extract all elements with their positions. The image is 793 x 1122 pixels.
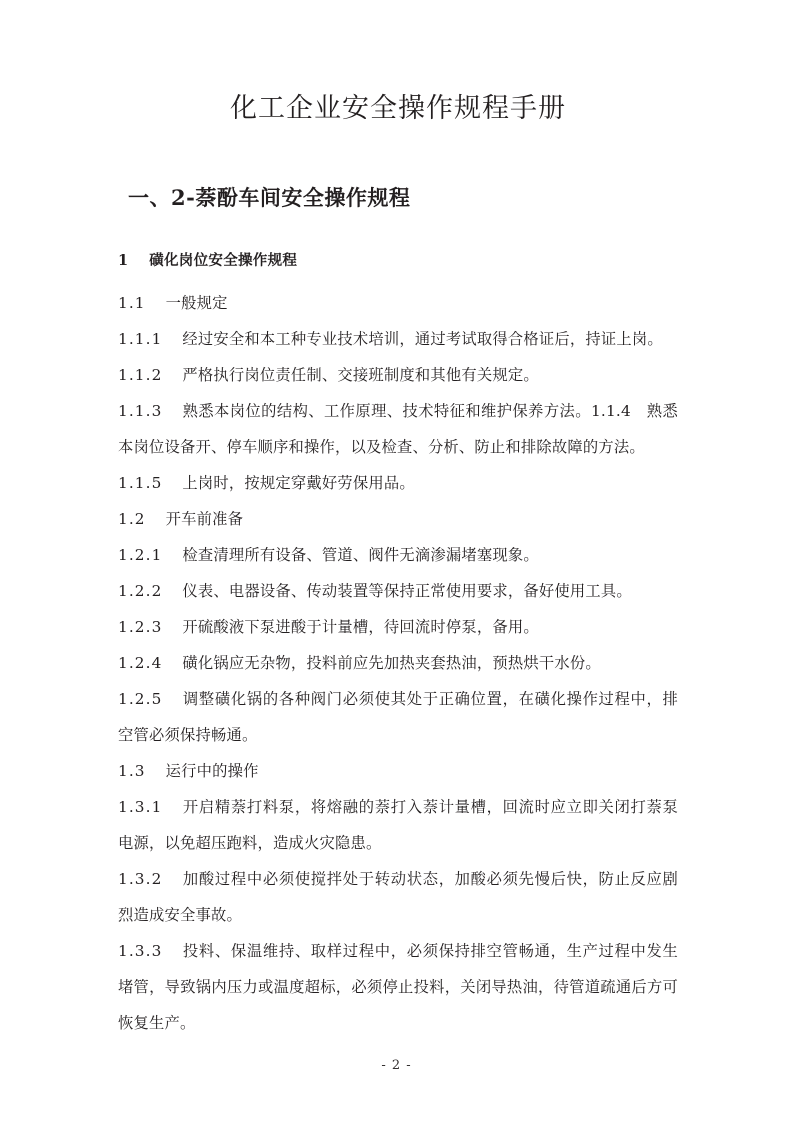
subsection-title — [118, 285, 678, 321]
clause-paragraph — [118, 537, 678, 573]
clause-paragraph — [118, 357, 678, 393]
subsection-title — [118, 753, 678, 789]
clause-number: 1.2.1 — [118, 546, 163, 565]
clause-number: 1.3.3 — [118, 942, 163, 961]
clause-text: 磺化锅应无杂物，投料前应先加热夹套热油，预热烘干水份。 — [182, 654, 601, 673]
clause-number: 1.1.3 — [118, 402, 163, 421]
clause-paragraph — [118, 609, 678, 645]
clause-text: 熟悉本岗位的结构、工作原理、技术特征和维护保养方法。1.1.4 熟悉本岗位设备开、停车顺序和操作，以及检查、分析、防止和排除故障的方法。 — [118, 402, 678, 457]
clause-text: 上岗时，按规定穿戴好劳保用品。 — [182, 474, 415, 493]
subsection-number: 1.3 — [118, 762, 146, 781]
clause-number: 1.1.2 — [118, 366, 163, 385]
clause-number: 1.1.1 — [118, 330, 163, 349]
subsection-title — [118, 501, 678, 537]
clause-text: 仪表、电器设备、传动装置等保持正常使用要求，备好使用工具。 — [182, 582, 632, 601]
clause-number: 1.2.3 — [118, 618, 163, 637]
page-content — [118, 0, 678, 1041]
clause-text: 检查清理所有设备、管道、阀件无滴渗漏堵塞现象。 — [182, 546, 539, 565]
clause-paragraph — [118, 933, 678, 1041]
clause-text: 开硫酸液下泵进酸于计量槽，待回流时停泵，备用。 — [182, 618, 539, 637]
clause-text: 调整磺化锅的各种阀门必须使其处于正确位置，在磺化操作过程中，排空管必须保持畅通。 — [118, 690, 678, 745]
clause-paragraph — [118, 861, 678, 933]
clause-paragraph — [118, 681, 678, 753]
clause-number: 1.3.1 — [118, 798, 163, 817]
clause-number: 1.2.2 — [118, 582, 163, 601]
subsection-number: 1.2 — [118, 510, 146, 529]
clause-number: 1.3.2 — [118, 870, 163, 889]
document-title: 化工企业安全操作规程手册 — [230, 93, 566, 124]
clause-paragraph — [118, 465, 678, 501]
subsection-number: 1.1 — [118, 294, 146, 313]
section-heading: 一、2-萘酚车间安全操作规程 — [128, 185, 411, 211]
clause-number: 1.2.5 — [118, 690, 163, 709]
clause-text: 经过安全和本工种专业技术培训，通过考试取得合格证后，持证上岗。 — [182, 330, 663, 349]
clause-paragraph — [118, 321, 678, 357]
clause-number: 1.1.5 — [118, 474, 163, 493]
clause-text: 加酸过程中必须使搅拌处于转动状态，加酸必须先慢后快，防止反应剧烈造成安全事故。 — [118, 870, 678, 925]
clause-text: 开启精萘打料泵，将熔融的萘打入萘计量槽，回流时应立即关闭打萘泵电源，以免超压跑料，造成火灾隐患。 — [118, 798, 678, 853]
subsection-label: 开车前准备 — [165, 510, 244, 529]
clause-paragraph — [118, 645, 678, 681]
clause-paragraph — [118, 573, 678, 609]
subsection-label: 运行中的操作 — [165, 762, 259, 781]
clause-paragraph — [118, 393, 678, 465]
clause-paragraph — [118, 789, 678, 861]
clause-number: 1.2.4 — [118, 654, 163, 673]
subsection-heading — [118, 213, 678, 271]
clause-text: 严格执行岗位责任制、交接班制度和其他有关规定。 — [182, 366, 539, 385]
clause-text: 投料、保温维持、取样过程中，必须保持排空管畅通，生产过程中发生堵管，导致锅内压力或温度超标，必须停止投料，关闭导热油，待管道疏通后方可恢复生产。 — [118, 942, 678, 1033]
subsection-heading-text: 磺化岗位安全操作规程 — [149, 251, 298, 269]
subsection-label: 一般规定 — [165, 294, 228, 313]
subsection-heading-number: 1 — [118, 251, 130, 269]
page-number-footer: - 2 - — [381, 1058, 412, 1073]
